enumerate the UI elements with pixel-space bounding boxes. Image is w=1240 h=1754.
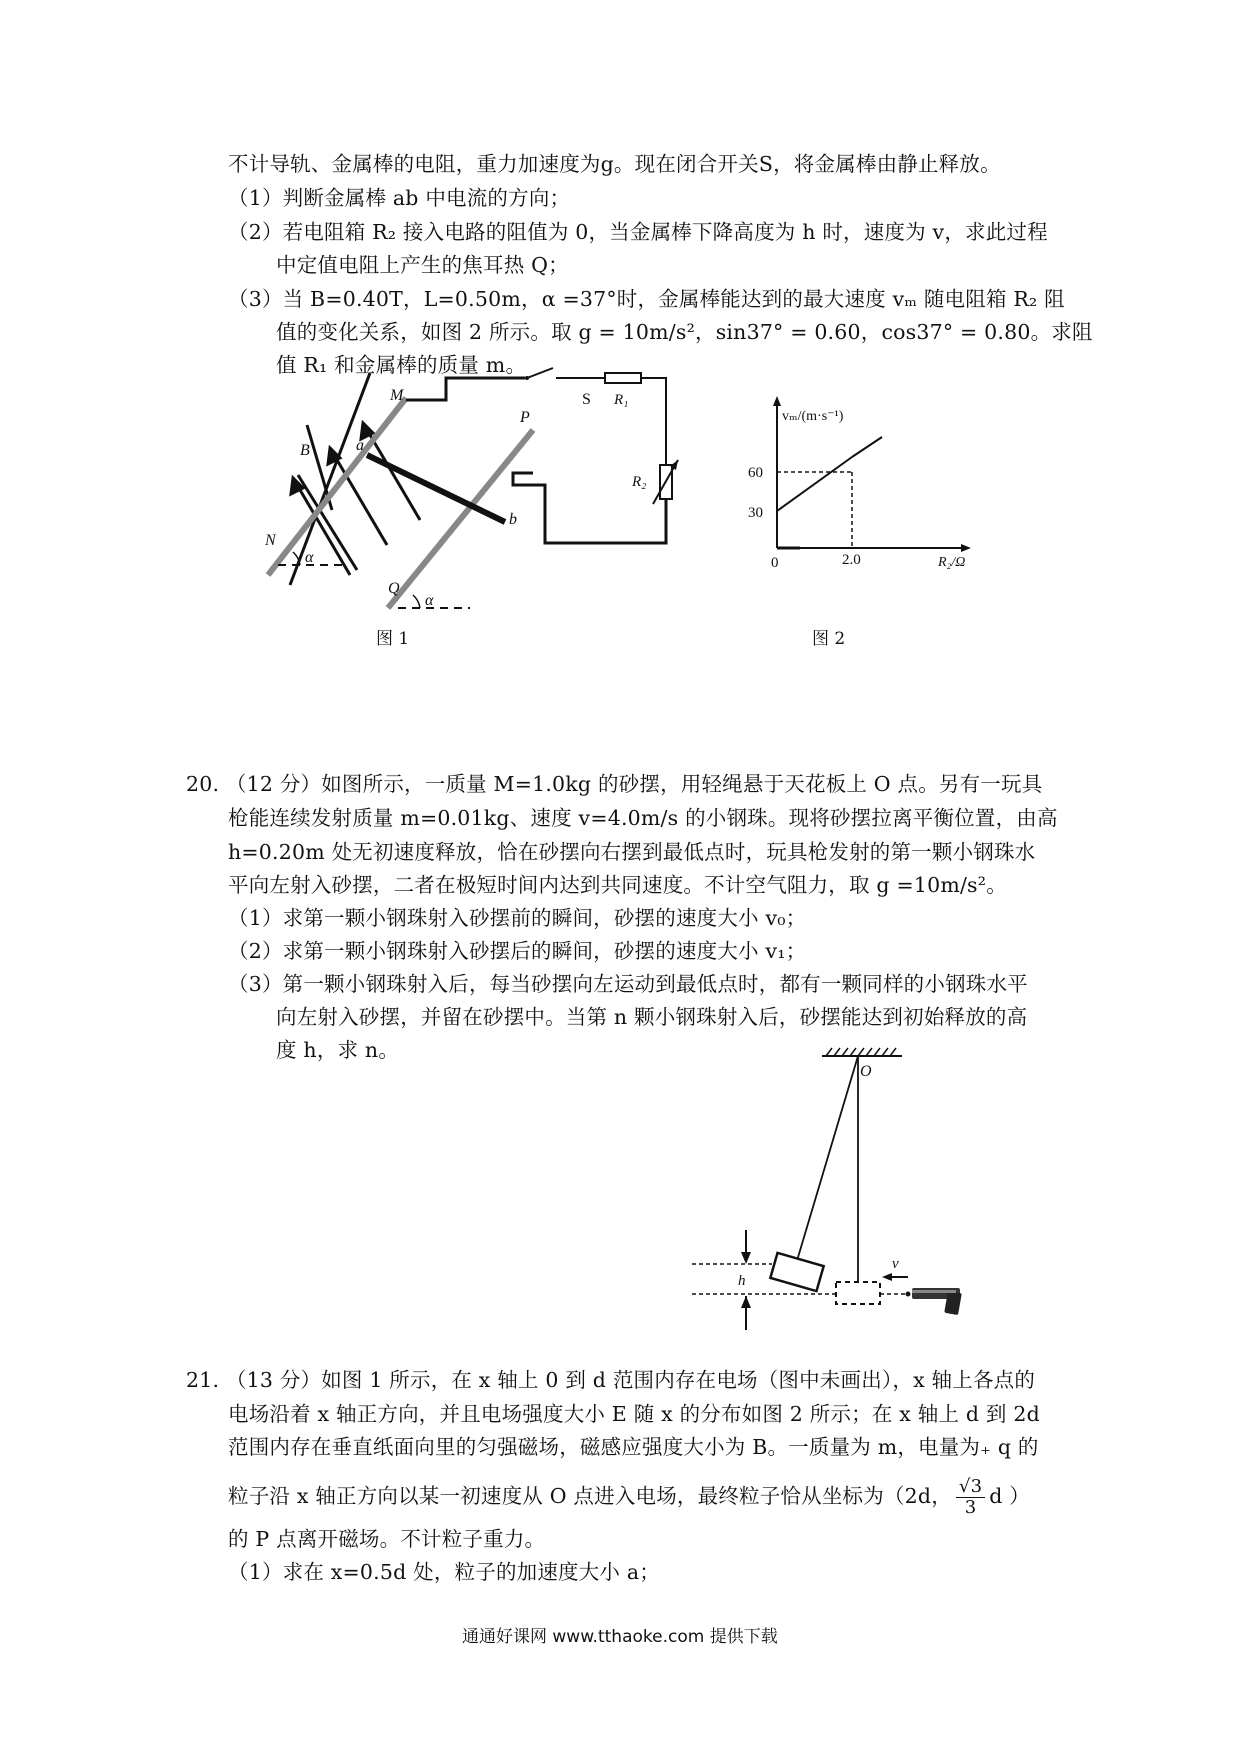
q21-line-1: 21. （13 分）如图 1 所示，在 x 轴上 0 到 d 范围内存在电场（图中未画出），x 轴上各点的 bbox=[186, 1368, 1036, 1392]
q20-line-4: 平向左射入砂摆，二者在极短时间内达到共同速度。不计空气阻力，取 g =10m/s²。 bbox=[228, 873, 1007, 897]
q20-line-7: （3）第一颗小钢珠射入后，每当砂摆向左运动到最低点时，都有一颗同样的小钢珠水平 bbox=[228, 972, 1028, 996]
frac-numerator: √3 bbox=[956, 1477, 985, 1498]
q20-line-6: （2）求第一颗小钢珠射入砂摆后的瞬间，砂摆的速度大小 v₁； bbox=[228, 939, 807, 963]
q20-line-8: 向左射入砂摆，并留在砂摆中。当第 n 颗小钢珠射入后，砂摆能达到初始释放的高 bbox=[276, 1005, 1028, 1029]
label-h: h bbox=[738, 1273, 746, 1289]
q19-figure-2 bbox=[740, 392, 980, 572]
q20-line-1: 20. （12 分）如图所示，一质量 M=1.0kg 的砂摆，用轻绳悬于天花板上 O 点。另有一玩具 bbox=[186, 772, 1043, 796]
fig1-caption: 图 1 bbox=[376, 629, 410, 649]
q21-line-4-tail: d ） bbox=[989, 1484, 1030, 1508]
q21-line-4 bbox=[228, 1477, 1030, 1518]
q20-line-9: 度 h，求 n。 bbox=[276, 1038, 400, 1062]
label-S: S bbox=[582, 391, 591, 408]
q21-line-4-text: 粒子沿 x 轴正方向以某一初速度从 O 点进入电场，最终粒子恰从坐标为（2d， bbox=[228, 1484, 952, 1508]
label-B: B bbox=[300, 442, 310, 459]
fig2-ylabel: vₘ/(m·s⁻¹) bbox=[782, 409, 844, 424]
q19-line-5: （3）当 B=0.40T，L=0.50m，α =37°时，金属棒能达到的最大速度 vₘ 随电阻箱 R₂ 阻 bbox=[228, 287, 1065, 311]
label-a: a bbox=[356, 437, 364, 454]
label-R1: R₁ bbox=[614, 392, 629, 408]
q19-line-4: 中定值电阻上产生的焦耳热 Q； bbox=[276, 253, 569, 277]
fig2-tick-30: 30 bbox=[748, 505, 763, 521]
fig2-tick-2: 2.0 bbox=[842, 552, 861, 568]
fig2-tick-0: 0 bbox=[771, 555, 779, 571]
fig2-xlabel: R₂/Ω bbox=[938, 555, 966, 570]
label-b: b bbox=[509, 511, 517, 528]
q21-line-5: 的 P 点离开磁场。不计粒子重力。 bbox=[228, 1527, 546, 1551]
fig2-tick-60: 60 bbox=[748, 465, 763, 481]
label-N: N bbox=[265, 532, 276, 549]
frac-denominator: 3 bbox=[964, 1497, 977, 1518]
q20-line-2: 枪能连续发射质量 m=0.01kg、速度 v=4.0m/s 的小钢珠。现将砂摆拉离平衡位置，由高 bbox=[228, 806, 1058, 830]
label-R2: R₂ bbox=[632, 474, 647, 490]
sqrt3-over-3 bbox=[956, 1477, 985, 1518]
toy-gun-icon bbox=[912, 1288, 962, 1315]
label-alpha-2: α bbox=[425, 592, 434, 609]
q20-pendulum-figure bbox=[712, 1040, 982, 1340]
q19-line-1: 不计导轨、金属棒的电阻，重力加速度为g。现在闭合开关S，将金属棒由静止释放。 bbox=[228, 152, 1001, 176]
label-M: M bbox=[390, 387, 404, 404]
q21-line-2: 电场沿着 x 轴正方向，并且电场强度大小 E 随 x 的分布如图 2 所示；在 x 轴上 d 到 2d bbox=[228, 1402, 1040, 1426]
label-P: P bbox=[520, 409, 530, 426]
label-O: O bbox=[860, 1063, 872, 1080]
q21-line-6: （1）求在 x=0.5d 处，粒子的加速度大小 a； bbox=[228, 1560, 660, 1584]
q19-line-7: 值 R₁ 和金属棒的质量 m。 bbox=[276, 353, 527, 377]
fig2-caption: 图 2 bbox=[812, 629, 846, 649]
label-v: v bbox=[892, 1256, 899, 1272]
q19-line-2: （1）判断金属棒 ab 中电流的方向； bbox=[228, 186, 571, 210]
q19-line-3: （2）若电阻箱 R₂ 接入电路的阻值为 0，当金属棒下降高度为 h 时，速度为 v，求此过程 bbox=[228, 220, 1048, 244]
q19-figure-1 bbox=[260, 387, 720, 640]
page-footer: 通通好课网 www.tthaoke.com 提供下载 bbox=[462, 1627, 778, 1647]
q20-line-3: h=0.20m 处无初速度释放，恰在砂摆向右摆到最低点时，玩具枪发射的第一颗小钢珠水 bbox=[228, 840, 1036, 864]
q19-line-6: 值的变化关系，如图 2 所示。取 g = 10m/s²，sin37° = 0.60，cos37° = 0.80。求阻 bbox=[276, 320, 1093, 344]
q20-line-5: （1）求第一颗小钢珠射入砂摆前的瞬间，砂摆的速度大小 v₀； bbox=[228, 906, 807, 930]
label-alpha-1: α bbox=[305, 549, 314, 566]
q21-line-3: 范围内存在垂直纸面向里的匀强磁场，磁感应强度大小为 B。一质量为 m，电量为₊ q 的 bbox=[228, 1435, 1039, 1459]
label-Q: Q bbox=[388, 580, 400, 597]
